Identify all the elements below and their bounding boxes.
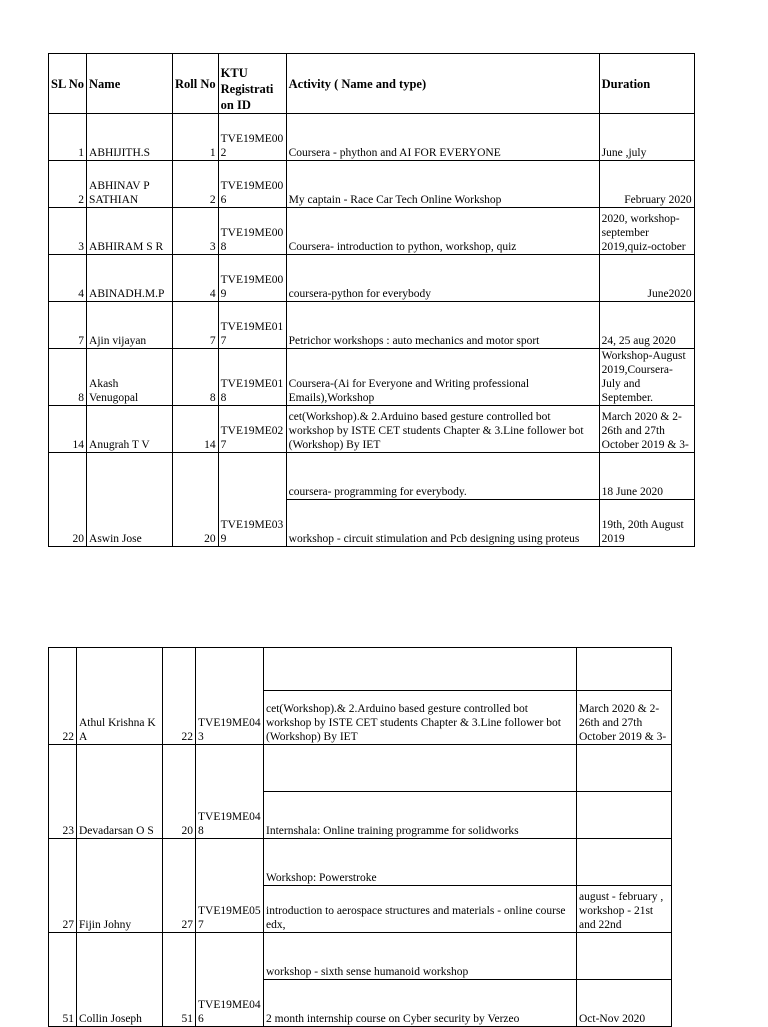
header-roll-no: Roll No xyxy=(173,54,219,114)
cell-roll xyxy=(163,745,196,792)
cell-name: Anugrah T V xyxy=(87,406,173,453)
cell-sl: 8 xyxy=(49,349,87,406)
cell-ktu: TVE19ME03 9 xyxy=(218,500,286,547)
cell-roll xyxy=(163,648,196,691)
cell-activity: Workshop: Powerstroke xyxy=(264,839,577,886)
table-header-row xyxy=(49,54,695,114)
cell-ktu xyxy=(218,453,286,500)
cell-ktu: TVE19ME00 8 xyxy=(218,208,286,255)
cell-ktu: TVE19ME00 2 xyxy=(218,114,286,161)
table-row xyxy=(49,349,695,406)
cell-duration: 19th, 20th August 2019 xyxy=(599,500,694,547)
cell-ktu: TVE19ME00 6 xyxy=(218,161,286,208)
table-row xyxy=(49,114,695,161)
cell-activity: cet(Workshop).& 2.Arduino based gesture controlled bot workshop by ISTE CET students Chapter & 3.Line follower bot (Workshop) By IET xyxy=(286,406,599,453)
cell-sl: 7 xyxy=(49,302,87,349)
table-row xyxy=(49,648,672,691)
cell-activity xyxy=(264,648,577,691)
cell-roll xyxy=(173,453,219,500)
header-activity: Activity ( Name and type) xyxy=(286,54,599,114)
cell-roll xyxy=(163,839,196,886)
cell-name: Devadarsan O S xyxy=(77,792,163,839)
table-row xyxy=(49,886,672,933)
cell-name: Fijin Johny xyxy=(77,886,163,933)
cell-activity: workshop - sixth sense humanoid workshop xyxy=(264,933,577,980)
cell-name: ABHIJITH.S xyxy=(87,114,173,161)
cell-name: Aswin Jose xyxy=(87,500,173,547)
cell-activity: Petrichor workshops : auto mechanics and motor sport xyxy=(286,302,599,349)
cell-duration: Workshop-August 2019,Coursera-July and September. xyxy=(599,349,694,406)
cell-activity: Coursera - phython and AI FOR EVERYONE xyxy=(286,114,599,161)
cell-duration: June ,july xyxy=(599,114,694,161)
table-row xyxy=(49,745,672,792)
cell-name xyxy=(77,648,163,691)
cell-roll: 27 xyxy=(163,886,196,933)
header-ktu-id: KTU Registrati on ID xyxy=(218,54,286,114)
cell-roll: 7 xyxy=(173,302,219,349)
cell-activity: coursera- programming for everybody. xyxy=(286,453,599,500)
cell-sl: 22 xyxy=(49,691,77,745)
table-row xyxy=(49,161,695,208)
cell-name xyxy=(87,453,173,500)
cell-name: ABHINAV P SATHIAN xyxy=(87,161,173,208)
cell-ktu xyxy=(196,933,264,980)
cell-ktu xyxy=(196,839,264,886)
cell-activity: introduction to aerospace structures and materials - online course edx, xyxy=(264,886,577,933)
cell-activity: workshop - circuit stimulation and Pcb designing using proteus xyxy=(286,500,599,547)
table-row xyxy=(49,453,695,500)
cell-sl: 1 xyxy=(49,114,87,161)
cell-sl: 2 xyxy=(49,161,87,208)
cell-ktu: TVE19ME04 3 xyxy=(196,691,264,745)
cell-activity: coursera-python for everybody xyxy=(286,255,599,302)
table-row xyxy=(49,839,672,886)
cell-activity xyxy=(264,745,577,792)
cell-name: Akash Venugopal xyxy=(87,349,173,406)
table-row xyxy=(49,980,672,1027)
cell-duration: March 2020 & 2- 26th and 27th October 2019 & 3- xyxy=(577,691,672,745)
cell-ktu: TVE19ME04 8 xyxy=(196,792,264,839)
cell-ktu xyxy=(196,745,264,792)
table-row xyxy=(49,208,695,255)
student-activity-table-continued xyxy=(48,647,672,1027)
table-row xyxy=(49,691,672,745)
header-duration: Duration xyxy=(599,54,694,114)
cell-activity: 2 month internship course on Cyber security by Verzeo xyxy=(264,980,577,1027)
cell-activity: Coursera- introduction to python, workshop, quiz xyxy=(286,208,599,255)
cell-sl xyxy=(49,933,77,980)
table-row xyxy=(49,792,672,839)
table-row xyxy=(49,302,695,349)
cell-ktu: TVE19ME05 7 xyxy=(196,886,264,933)
cell-duration xyxy=(577,792,672,839)
cell-duration: 24, 25 aug 2020 xyxy=(599,302,694,349)
cell-sl xyxy=(49,745,77,792)
cell-duration: 18 June 2020 xyxy=(599,453,694,500)
cell-sl: 27 xyxy=(49,886,77,933)
cell-roll: 20 xyxy=(173,500,219,547)
cell-sl: 3 xyxy=(49,208,87,255)
cell-name: ABINADH.M.P xyxy=(87,255,173,302)
cell-sl: 4 xyxy=(49,255,87,302)
cell-roll: 20 xyxy=(163,792,196,839)
cell-roll: 4 xyxy=(173,255,219,302)
cell-roll: 51 xyxy=(163,980,196,1027)
cell-roll xyxy=(163,933,196,980)
cell-ktu: TVE19ME00 9 xyxy=(218,255,286,302)
cell-duration: 2020, workshop-september 2019,quiz-october xyxy=(599,208,694,255)
cell-duration: august - february , workshop - 21st and 22nd xyxy=(577,886,672,933)
cell-roll: 14 xyxy=(173,406,219,453)
cell-roll: 1 xyxy=(173,114,219,161)
cell-ktu: TVE19ME01 7 xyxy=(218,302,286,349)
cell-name xyxy=(77,839,163,886)
cell-name: ABHIRAM S R xyxy=(87,208,173,255)
cell-activity: cet(Workshop).& 2.Arduino based gesture controlled bot workshop by ISTE CET students Chapter & 3.Line follower bot (Workshop) By IET xyxy=(264,691,577,745)
cell-roll: 2 xyxy=(173,161,219,208)
cell-duration: Oct-Nov 2020 xyxy=(577,980,672,1027)
table-row xyxy=(49,255,695,302)
cell-name xyxy=(77,933,163,980)
cell-name: Ajin vijayan xyxy=(87,302,173,349)
cell-ktu: TVE19ME01 8 xyxy=(218,349,286,406)
cell-name: Collin Joseph xyxy=(77,980,163,1027)
cell-roll: 22 xyxy=(163,691,196,745)
cell-duration: March 2020 & 2- 26th and 27th October 2019 & 3- xyxy=(599,406,694,453)
cell-sl: 14 xyxy=(49,406,87,453)
cell-activity: My captain - Race Car Tech Online Workshop xyxy=(286,161,599,208)
header-sl-no: SL No xyxy=(49,54,87,114)
cell-roll: 3 xyxy=(173,208,219,255)
cell-sl xyxy=(49,453,87,500)
cell-duration xyxy=(577,933,672,980)
cell-duration: February 2020 xyxy=(599,161,694,208)
cell-ktu: TVE19ME04 6 xyxy=(196,980,264,1027)
cell-ktu xyxy=(196,648,264,691)
cell-duration xyxy=(577,745,672,792)
table-row xyxy=(49,406,695,453)
cell-roll: 8 xyxy=(173,349,219,406)
cell-duration: June2020 xyxy=(599,255,694,302)
cell-duration xyxy=(577,839,672,886)
cell-sl xyxy=(49,648,77,691)
header-name: Name xyxy=(87,54,173,114)
cell-sl: 51 xyxy=(49,980,77,1027)
cell-sl: 23 xyxy=(49,792,77,839)
table-row xyxy=(49,500,695,547)
table-row xyxy=(49,933,672,980)
cell-activity: Internshala: Online training programme for solidworks xyxy=(264,792,577,839)
cell-name xyxy=(77,745,163,792)
cell-duration xyxy=(577,648,672,691)
cell-ktu: TVE19ME02 7 xyxy=(218,406,286,453)
cell-activity: Coursera-(Ai for Everyone and Writing professional Emails),Workshop xyxy=(286,349,599,406)
cell-name: Athul Krishna K A xyxy=(77,691,163,745)
student-activity-table xyxy=(48,53,695,547)
cell-sl xyxy=(49,839,77,886)
cell-sl: 20 xyxy=(49,500,87,547)
